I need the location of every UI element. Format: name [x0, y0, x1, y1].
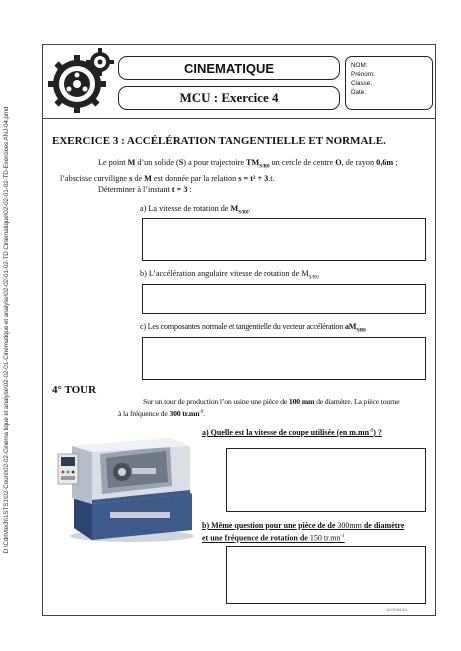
exercise-statement: Le point M d’un solide (S) a pour trajectoire $TM_{S/R0}$ un cercle de centre O, de rayon 0,6m ; l’abscisse curviligne s de M est donnée par la relation s = t² + 3.t. Déterminer à l’instant t = 3 :	[60, 158, 398, 194]
answer-box-a[interactable]	[142, 218, 426, 261]
date-field-label: Date:	[351, 89, 367, 96]
answer-box-c[interactable]	[142, 337, 426, 380]
exercise-title: EXERCICE 3 : ACCÉLÉRATION TANGENTIELLE ET NORMALE.	[52, 135, 386, 147]
gears-logo-icon	[44, 46, 114, 116]
tour-answer-box-b[interactable]	[226, 546, 426, 604]
file-path-margin: D:\Cdrtvtech\1STS1\02-Cours\02-02-Cinéma tique et analyse\02-02-01-Cinématique et analyse\02-02-01-02-TD Cinématique\02-02-01-02-TD-Exercices ANJ-04.pmd	[3, 106, 10, 554]
lathe-machine-image	[52, 424, 202, 546]
question-b: b) L’accélération angulaire vitesse de rotation de $M_{S/R0}$	[140, 269, 319, 281]
tour-question-b: b) Même question pour une pièce de de 300mm de diamètre et une fréquence de rotation de 150 $tr.mn^{-1}$	[202, 521, 405, 543]
name-field-label: NOM:	[351, 62, 368, 69]
class-field-label: Classe:	[351, 80, 372, 87]
tour-answer-box-a[interactable]	[226, 448, 426, 512]
firstname-field-label: Prénom:	[351, 71, 375, 78]
student-info-box	[345, 56, 433, 110]
header-divider	[42, 118, 436, 119]
page-title: CINEMATIQUE	[118, 56, 340, 80]
tour-statement: Sur un tour de production l’on usine une pièce de 100 mm de diamètre. La pièce tourne à la fréquence de 300 $tr.mn^{-1}$.	[118, 397, 400, 418]
page-subtitle: MCU : Exercice 4	[118, 86, 340, 110]
tour-title: 4° TOUR	[52, 384, 97, 396]
question-a: a) La vitesse de rotation de $M_{S/R0}$.	[140, 204, 251, 216]
footer-code: 11/01/04 A1	[386, 607, 408, 612]
answer-box-b[interactable]	[142, 284, 426, 314]
question-c: c) Les composantes normale et tangentielle du vecteur accélération $aM_{S/R0}$	[140, 322, 366, 334]
tour-question-a: a) Quelle est la vitesse de coupe utilisée (en $m.mn^{-1}$) ?	[202, 428, 382, 437]
